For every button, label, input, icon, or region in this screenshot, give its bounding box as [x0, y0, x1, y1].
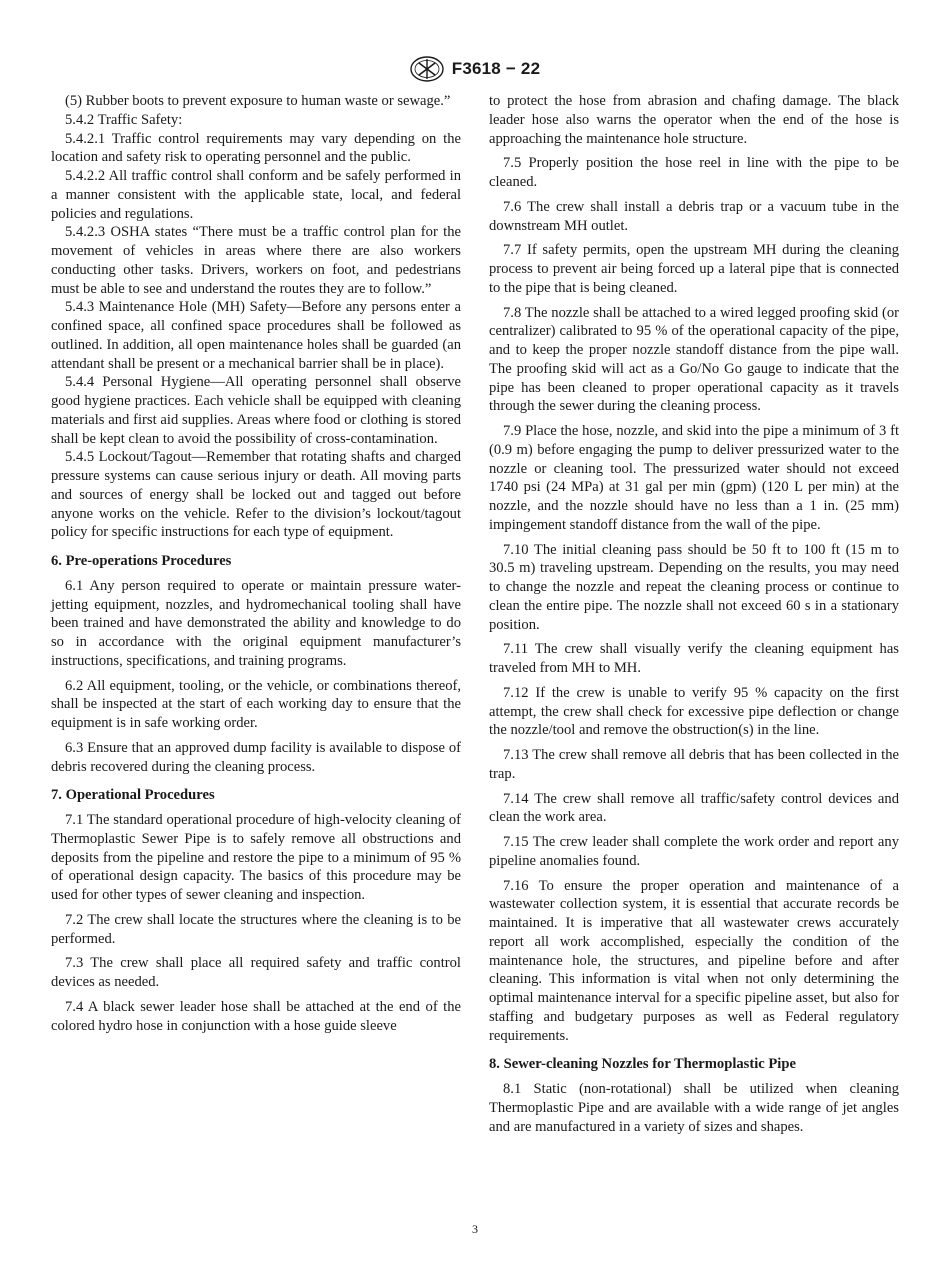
- paragraph: 5.4.3 Maintenance Hole (MH) Safety—Before any persons enter a confined space, all confined space procedures shall be followed as outlined. In addition, all open maintenance holes shall be guarded (an attendant shall be present or a mechanical barrier shall be in place).: [51, 299, 461, 372]
- paragraph: (5) Rubber boots to prevent exposure to human waste or sewage.”: [65, 93, 451, 109]
- paragraph: 6.2 All equipment, tooling, or the vehicle, or combinations thereof, shall be inspected at the start of each working day to ensure that the equipment is in safe working order.: [51, 677, 461, 731]
- paragraph: 5.4.5 Lockout/Tagout—Remember that rotating shafts and charged pressure systems can cause serious injury or death. All moving parts and sources of energy shall be locked out and tagged out before anyone works on the vehicle. Refer to the division’s lockout/tagout policy for specific instructions for each type of equipment.: [51, 449, 461, 541]
- paragraph: 7.10 The initial cleaning pass should be 50 ft to 100 ft (15 m to 30.5 m) traveling upstream. Depending on the results, you may need to change the nozzle and repeat the cleaning process or continue to clean the entire pipe. The nozzle shall not exceed 60 s in a stationary position.: [489, 541, 899, 633]
- section-heading: 7. Operational Procedures: [51, 787, 215, 804]
- paragraph: 7.14 The crew shall remove all traffic/safety control devices and clean the work area.: [489, 790, 899, 826]
- astm-logo-icon: [410, 56, 444, 82]
- page-number: 3: [472, 1222, 478, 1236]
- section-heading: 6. Pre-operations Procedures: [51, 553, 232, 569]
- paragraph: 6.1 Any person required to operate or maintain pressure water-jetting equipment, nozzles, and hydromechanical tooling shall have been trained and have demonstrated the ability and knowledge to do so in accordance with the original equipment manufacturer’s instructions, specifications, and training programs.: [51, 577, 461, 669]
- paragraph: 7.11 The crew shall visually verify the cleaning equipment has traveled from MH to MH.: [489, 641, 899, 676]
- paragraph: 7.12 If the crew is unable to verify 95 % capacity on the first attempt, the crew shall check for excessive pipe deflection or change the nozzle/tool and remove the obstruction(s) in the line.: [489, 684, 899, 739]
- paragraph: 8.1 Static (non-rotational) shall be utilized when cleaning Thermoplastic Pipe and are available with a wide range of jet angles and are manufactured in a variety of sizes and shapes.: [489, 1081, 899, 1135]
- paragraph: 6.3 Ensure that an approved dump facility is available to dispose of debris recovered during the cleaning process.: [51, 739, 461, 775]
- paragraph: 5.4.2.2 All traffic control shall conform and be safely performed in a manner consistent with the applicable state, local, and federal policies and regulations.: [51, 168, 461, 222]
- paragraph: 5.4.2.1 Traffic control requirements may vary depending on the location and safety risk to operating personnel and the public.: [51, 130, 461, 166]
- paragraph: 7.16 To ensure the proper operation and maintenance of a wastewater collection system, it is essential that accurate records be maintained. It is imperative that all wastewater crews accurately report all work accomplished, especially the condition of the maintenance hole, the structures, and pipeline before and after cleaning. This information is vital when not only determining the optimal maintenance interval for a specific pipeline asset, but also for staffing and budgetary purposes as well as Federal regulatory requirements.: [489, 877, 899, 1044]
- paragraph: 5.4.2 Traffic Safety:: [65, 111, 183, 128]
- paragraph: 5.4.4 Personal Hygiene—All operating personnel shall observe good hygiene practices. Each vehicle shall be equipped with cleaning materials and first aid supplies. Areas where food or clothing is stored shall be kept clean to avoid the possibility of cross-contamination.: [51, 374, 461, 447]
- paragraph: 7.13 The crew shall remove all debris that has been collected in the trap.: [489, 747, 899, 782]
- paragraph: 7.4 A black sewer leader hose shall be attached at the end of the colored hydro hose in conjunction with a hose guide sleeve: [51, 998, 461, 1034]
- standard-designation: F3618 − 22: [451, 59, 541, 78]
- paragraph: 7.3 The crew shall place all required safety and traffic control devices as needed.: [51, 955, 461, 990]
- paragraph: 7.2 The crew shall locate the structures where the cleaning is to be performed.: [51, 911, 461, 947]
- right-column: [489, 92, 899, 1136]
- paragraph: 7.7 If safety permits, open the upstream MH during the cleaning process to prevent air being forced up a lateral pipe that is connected to the pipe that is being cleaned.: [489, 242, 899, 296]
- paragraph: 7.9 Place the hose, nozzle, and skid into the pipe a minimum of 3 ft (0.9 m) before engaging the pump to deliver pressurized water to the nozzle or cleaning tool. The pressurized water should not exceed 1740 psi (24 MPa) at 31 gal per min (gpm) (120 L per min) at the nozzle, and the nozzle should have no less than a 1 in. (25 mm) impingement standoff distance from the wall of the pipe.: [489, 423, 899, 533]
- paragraph: 7.6 The crew shall install a debris trap or a vacuum tube in the downstream MH outlet.: [489, 198, 899, 234]
- left-column: [51, 92, 461, 1035]
- page-header: [0, 56, 950, 82]
- paragraph: 7.8 The nozzle shall be attached to a wired legged proofing skid (or centralizer) calibrated to 95 % of the operational capacity of the pipe, and to keep the proper nozzle standoff distance from the pipe wall. The proofing skid will act as a Go/No Go gauge to indicate that the pipe has been cleaned to proper operational capacity as it travels through the sewer during the cleaning process.: [489, 304, 899, 415]
- section-heading: 8. Sewer-cleaning Nozzles for Thermoplastic Pipe: [489, 1056, 796, 1073]
- paragraph: 7.15 The crew leader shall complete the work order and report any pipeline anomalies found.: [489, 834, 899, 869]
- paragraph: 5.4.2.3 OSHA states “There must be a traffic control plan for the movement of vehicles in areas where there are also workers conducting other tasks. Drivers, workers on foot, and pedestrians must be able to see and understand the routes they are to follow.”: [51, 224, 461, 297]
- paragraph: to protect the hose from abrasion and chafing damage. The black leader hose also warns the operator when the end of the hose is approaching the maintenance hole structure.: [489, 93, 899, 147]
- paragraph: 7.5 Properly position the hose reel in line with the pipe to be cleaned.: [489, 155, 899, 190]
- paragraph: 7.1 The standard operational procedure of high-velocity cleaning of Thermoplastic Sewer Pipe is to safely remove all obstructions and deposits from the pipeline and restore the pipe to a minimum of 95 % of operational design capacity. The basics of this procedure may be used for other types of sewer cleaning and inspection.: [51, 812, 461, 903]
